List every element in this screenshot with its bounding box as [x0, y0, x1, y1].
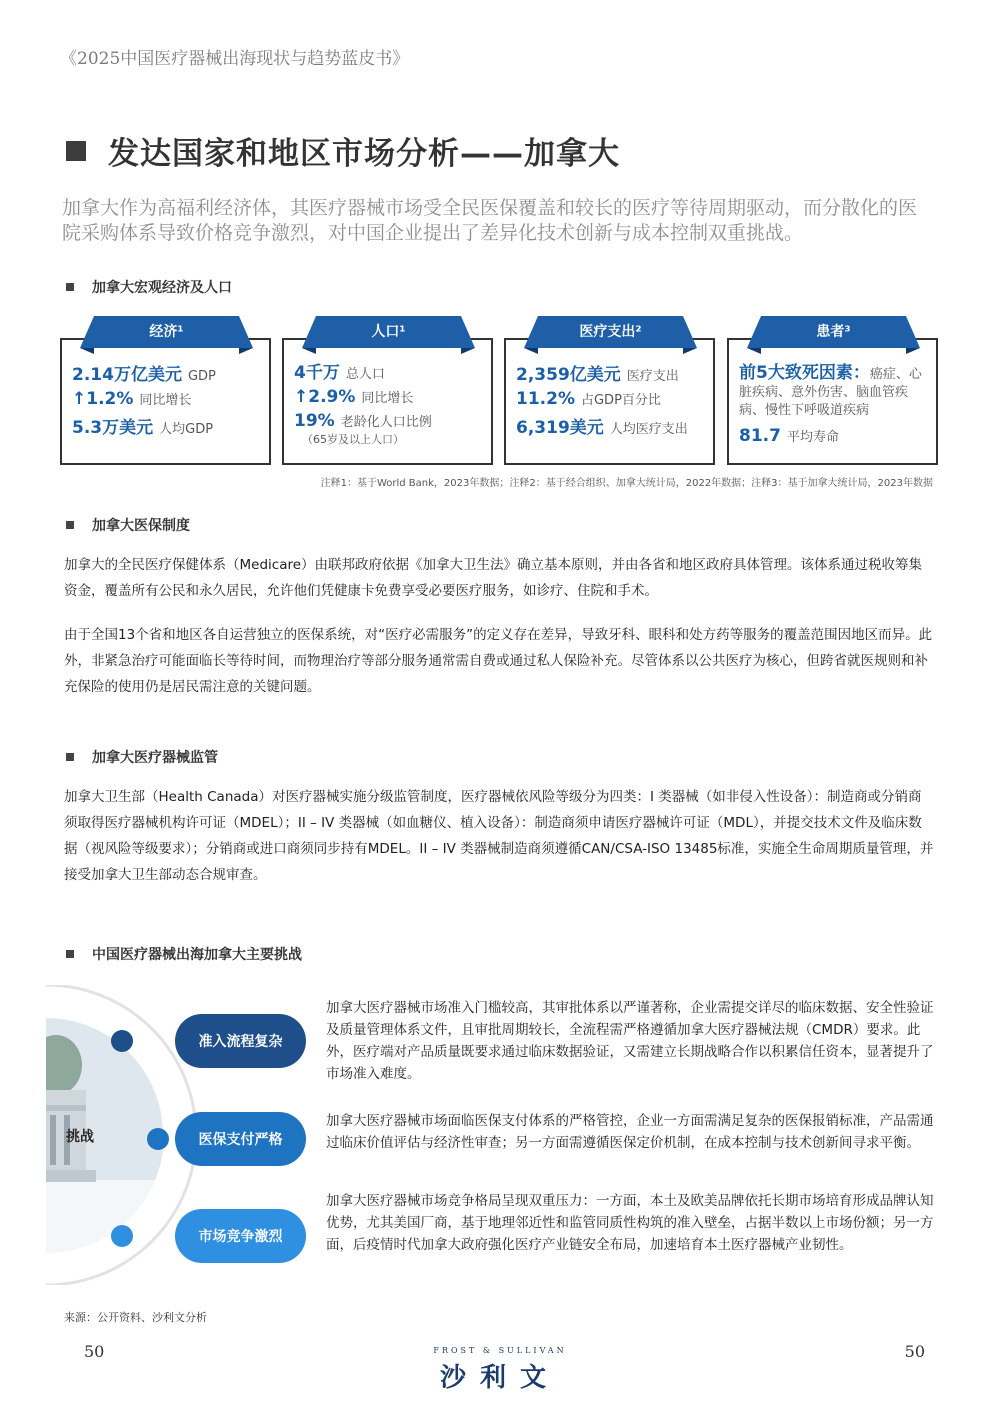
stat-row: 5.3万美元 人均GDP — [72, 418, 214, 438]
card-patients — [727, 324, 938, 465]
page-title: 发达国家和地区市场分析——加拿大 — [108, 136, 620, 172]
stat-row: 4千万 总人口 — [294, 363, 385, 383]
challenge-center-label: 挑战 — [66, 1129, 94, 1145]
dot-marker-icon — [147, 1128, 169, 1150]
subheading-regulation: 加拿大医疗器械监管 — [66, 747, 218, 767]
stat-row: 81.7 平均寿命 — [739, 426, 839, 446]
bullet-square-icon — [66, 521, 74, 529]
card-economy — [60, 324, 271, 465]
intro-paragraph: 加拿大作为高福利经济体，其医疗器械市场受全民医保覆盖和较长的医疗等待周期驱动，而分散化的医院采购体系导致价格竞争激烈，对中国企业提出了差异化技术创新与成本控制双重挑战。 — [62, 197, 918, 244]
page-number-left: 50 — [84, 1342, 105, 1361]
stat-row: 2,359亿美元 医疗支出 — [516, 365, 679, 385]
challenge-text: 加拿大医疗器械市场准入门槛较高，其审批体系以严谨著称，企业需提交详尽的临床数据、安全性验证及质量管理体系文件，且审批周期较长，全流程需严格遵循加拿大医疗器械法规（CMDR）要求。此外，医疗端对产品质量既要求通过临床数据验证，又需建立长期战略合作以积累信任资本，显著提升了市场准入难度。 — [326, 1000, 934, 1082]
card-ribbon: 医疗支出² — [524, 316, 697, 356]
stat-row: 19% 老龄化人口比例 — [294, 411, 432, 431]
section-title — [66, 128, 620, 173]
challenges-diagram — [46, 985, 306, 1285]
frost-sullivan-logo: FROST & SULLIVAN 沙利文 — [433, 1346, 567, 1393]
insurance-paragraph-1: 加拿大的全民医疗保健体系（Medicare）由联邦政府依据《加拿大卫生法》确立基本原则，并由各省和地区政府具体管理。该体系通过税收筹集资金，覆盖所有公民和永久居民，允许他们凭健康卡免费享受必要医疗服务，如诊疗、住院和手术。 — [64, 557, 923, 599]
stat-row: ↑2.9% 同比增长 — [294, 387, 414, 407]
challenge-text: 加拿大医疗器械市场竞争格局呈现双重压力：一方面，本土及欧美品牌依托长期市场培育形成品牌认知优势，尤其美国厂商，基于地理邻近性和监管同质性构筑的准入壁垒，占据半数以上市场份额；另一方面，后疫情时代加拿大政府强化医疗产业链安全布局，加速培育本土医疗器械产业韧性。 — [326, 1193, 934, 1253]
bullet-square-icon — [66, 753, 74, 761]
insurance-paragraph-2: 由于全国13个省和地区各自运营独立的医保系统，对“医疗必需服务”的定义存在差异，导致牙科、眼科和处方药等服务的覆盖范围因地区而异。此外，非紧急治疗可能面临长等待时间，而物理治疗等部分服务通常需自费或通过私人保险补充。尽管体系以公共医疗为核心，但跨省就医规则和补充保险的使用仍是居民需注意的关键问题。 — [64, 627, 933, 695]
death-causes: 前5大致死因素：癌症、心脏疾病、意外伤害、脑血管疾病、慢性下呼吸道疾病 — [739, 363, 922, 418]
dot-marker-icon — [111, 1030, 133, 1052]
source-note: 来源：公开资料、沙利文分析 — [64, 1311, 207, 1324]
footnote: 注释1：基于World Bank，2023年数据；注释2：基于经合组织、加拿大统计局，2022年数据；注释3：基于加拿大统计局，2023年数据 — [320, 478, 933, 489]
card-ribbon: 人口¹ — [302, 316, 475, 356]
dot-marker-icon — [111, 1225, 133, 1247]
page-number-right: 50 — [904, 1342, 925, 1361]
challenge-item: 医保支付严格 — [175, 1112, 306, 1166]
challenge-item: 市场竞争激烈 — [175, 1209, 306, 1263]
bullet-square-icon — [66, 283, 74, 291]
challenge-item: 准入流程复杂 — [175, 1014, 306, 1068]
card-ribbon: 患者³ — [747, 316, 920, 356]
regulation-paragraph: 加拿大卫生部（Health Canada）对医疗器械实施分级监管制度，医疗器械依风险等级分为四类：I 类器械（如非侵入性设备）：制造商或分销商须取得医疗器械机构许可证（MDEL）；II – IV 类器械（如血糖仪、植入设备）：制造商须申请医疗器械许可证（MDL），并提交技术文件及临床数据（视风险等级要求）；分销商或进口商须同步持有MDEL。II – IV 类器械制造商须遵循CAN/CSA-ISO 13485标准，实施全生命周期质量管理，并接受加拿大卫生部动态合规审查。 — [64, 789, 934, 883]
stat-row: ↑1.2% 同比增长 — [72, 389, 192, 409]
document-header: 《2025中国医疗器械出海现状与趋势蓝皮书》 — [60, 49, 410, 69]
card-ribbon: 经济¹ — [80, 316, 253, 356]
title-square-icon — [66, 141, 86, 161]
card-population — [282, 324, 493, 465]
subheading-insurance: 加拿大医保制度 — [66, 515, 190, 535]
stat-row: 6,319美元 人均医疗支出 — [516, 418, 688, 438]
subheading-macro: 加拿大宏观经济及人口 — [66, 277, 232, 297]
stat-row: 11.2% 占GDP百分比 — [516, 389, 661, 409]
challenge-text: 加拿大医疗器械市场面临医保支付体系的严格管控，企业一方面需满足复杂的医保报销标准，产品需通过临床价值评估与经济性审查；另一方面需遵循医保定价机制，在成本控制与技术创新间寻求平衡。 — [326, 1113, 934, 1151]
stat-row: 2.14万亿美元 GDP — [72, 365, 216, 385]
bullet-square-icon — [66, 950, 74, 958]
card-health-spend — [504, 324, 715, 465]
stat-footnote: （65岁及以上人口） — [302, 433, 404, 446]
subheading-challenges: 中国医疗器械出海加拿大主要挑战 — [66, 944, 302, 964]
